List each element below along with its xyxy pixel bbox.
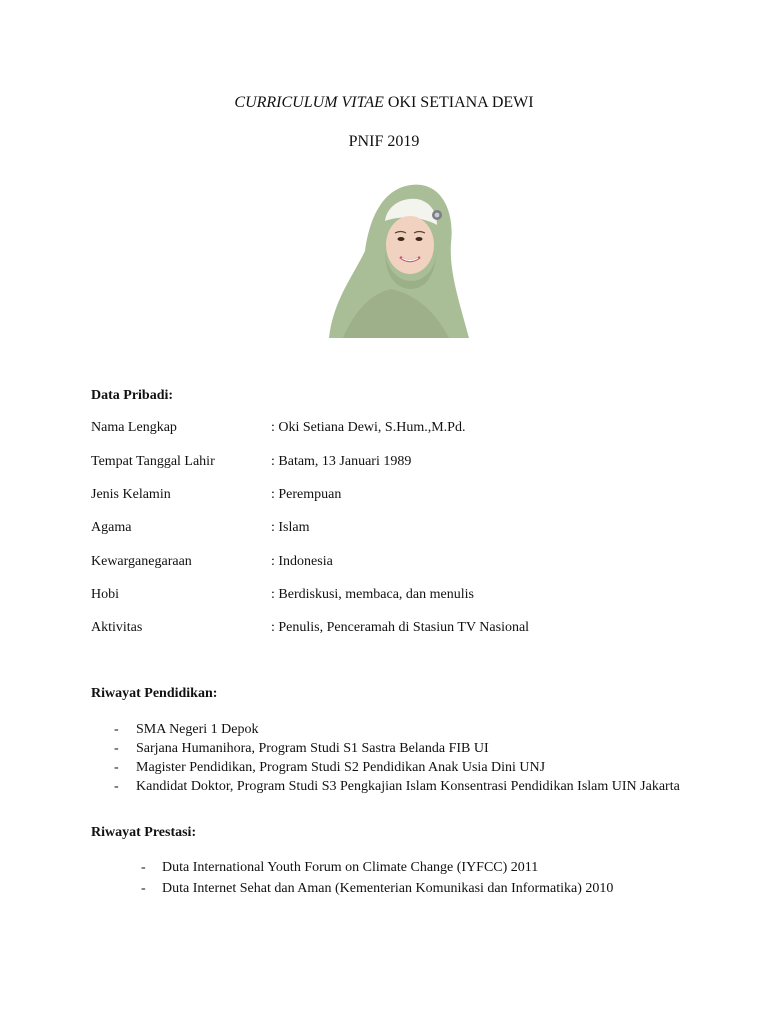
personal-row-activity: [91, 620, 691, 640]
achievement-text: Duta Internet Sehat dan Aman (Kementerian Komunikasi dan Informatika) 2010: [162, 881, 614, 896]
personal-row-birth: [91, 454, 691, 474]
profile-photo-illustration: [273, 181, 495, 338]
face: [386, 216, 434, 274]
education-heading: Riwayat Pendidikan:: [91, 686, 218, 701]
bullet-dash: -: [114, 760, 119, 775]
personal-row-hobby: [91, 587, 691, 607]
right-eye: [416, 237, 423, 241]
row-value: : Berdiskusi, membaca, dan menulis: [271, 587, 474, 602]
cv-title-name: OKI SETIANA DEWI: [383, 94, 534, 111]
education-text: Magister Pendidikan, Program Studi S2 Pendidikan Anak Usia Dini UNJ: [136, 760, 546, 775]
row-value: : Islam: [271, 520, 310, 535]
personal-row-citizenship: [91, 554, 691, 574]
education-text: Sarjana Humanihora, Program Studi S1 Sastra Belanda FIB UI: [136, 741, 489, 756]
bullet-dash: -: [114, 722, 119, 737]
row-label: Jenis Kelamin: [91, 487, 171, 502]
row-label: Hobi: [91, 587, 119, 602]
personal-row-full-name: [91, 420, 691, 440]
personal-row-gender: [91, 487, 691, 507]
bullet-dash: -: [114, 779, 119, 794]
education-text: Kandidat Doktor, Program Studi S3 Pengkajian Islam Konsentrasi Pendidikan Islam UIN Jakarta: [136, 779, 680, 794]
profile-photo: [273, 181, 495, 338]
row-value: : Indonesia: [271, 554, 333, 569]
row-label: Kewarganegaraan: [91, 554, 192, 569]
achievements-heading: Riwayat Prestasi:: [91, 825, 197, 840]
cv-title-italic: CURRICULUM VITAE: [234, 94, 384, 111]
row-label: Nama Lengkap: [91, 420, 177, 435]
row-value: : Batam, 13 Januari 1989: [271, 454, 412, 469]
row-value: : Oki Setiana Dewi, S.Hum.,M.Pd.: [271, 420, 466, 435]
row-label: Agama: [91, 520, 132, 535]
achievement-text: Duta International Youth Forum on Climate Change (IYFCC) 2011: [162, 860, 539, 875]
row-label: Tempat Tanggal Lahir: [91, 454, 215, 469]
cv-subtitle: PNIF 2019: [348, 133, 420, 150]
row-label: Aktivitas: [91, 620, 143, 635]
education-text: SMA Negeri 1 Depok: [136, 722, 259, 737]
row-value: : Penulis, Penceramah di Stasiun TV Nasional: [271, 620, 530, 635]
personal-row-religion: [91, 520, 691, 540]
bullet-dash: -: [141, 881, 146, 896]
row-value: : Perempuan: [271, 487, 342, 502]
cv-title: [0, 94, 768, 112]
bullet-dash: -: [114, 741, 119, 756]
personal-data-heading: Data Pribadi:: [91, 388, 174, 403]
bullet-dash: -: [141, 860, 146, 875]
left-eye: [398, 237, 405, 241]
